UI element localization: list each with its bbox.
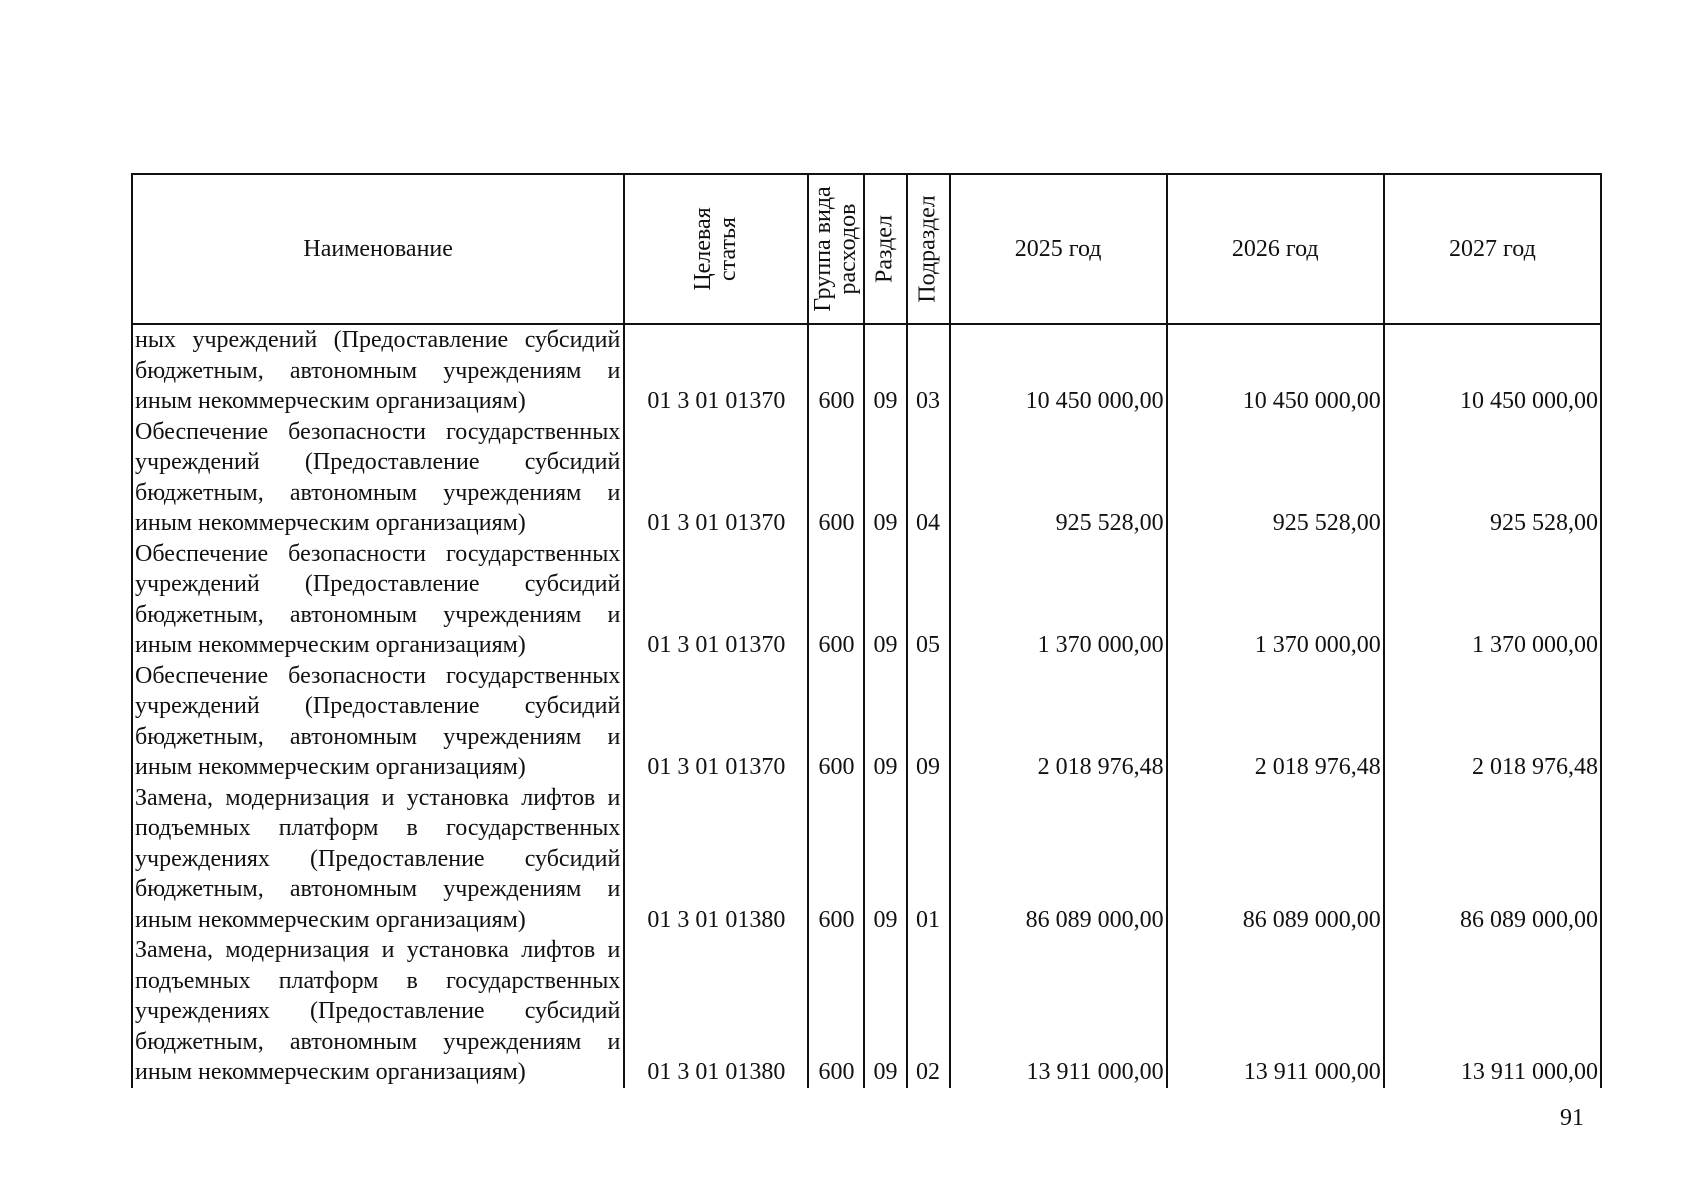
- header-subsection: [907, 174, 950, 324]
- row-y2026: 86 089 000,00: [1167, 783, 1384, 936]
- table-row: [132, 324, 1601, 417]
- row-name: Обеспечение безопасности государственных учреждений (Предоставление субсидий бюджетным, автономным учреждениям и иным некоммерческим организациям): [132, 661, 624, 783]
- row-name: Обеспечение безопасности государственных учреждений (Предоставление субсидий бюджетным, автономным учреждениям и иным некоммерческим организациям): [132, 539, 624, 661]
- row-y2026: 925 528,00: [1167, 417, 1384, 539]
- header-year-2027: 2027 год: [1384, 174, 1601, 324]
- table-row: [132, 783, 1601, 936]
- header-code: [624, 174, 808, 324]
- row-subsection: 03: [907, 324, 950, 417]
- row-subsection: 04: [907, 417, 950, 539]
- row-y2025: 10 450 000,00: [950, 324, 1167, 417]
- row-group: 600: [808, 783, 864, 936]
- row-subsection: 05: [907, 539, 950, 661]
- header-code-label: Целевая статья: [690, 207, 742, 291]
- page-number: 91: [1560, 1105, 1584, 1131]
- row-name: ных учреждений (Предоставление субсидий бюджетным, автономным учреждениям и иным некоммерческим организациям): [132, 324, 624, 417]
- row-y2027: 1 370 000,00: [1384, 539, 1601, 661]
- row-subsection: 02: [907, 935, 950, 1088]
- row-y2027: 925 528,00: [1384, 417, 1601, 539]
- row-code: 01 3 01 01370: [624, 417, 808, 539]
- table-row: [132, 935, 1601, 1088]
- row-y2026: 2 018 976,48: [1167, 661, 1384, 783]
- row-code: 01 3 01 01370: [624, 324, 808, 417]
- row-y2026: 1 370 000,00: [1167, 539, 1384, 661]
- header-name: Наименование: [132, 174, 624, 324]
- header-subsection-label: Подраздел: [914, 195, 941, 303]
- row-group: 600: [808, 417, 864, 539]
- row-y2027: 10 450 000,00: [1384, 324, 1601, 417]
- table-row: [132, 417, 1601, 539]
- row-y2026: 10 450 000,00: [1167, 324, 1384, 417]
- table-row: [132, 661, 1601, 783]
- row-y2027: 13 911 000,00: [1384, 935, 1601, 1088]
- header-section-label: Раздел: [871, 215, 898, 283]
- row-section: 09: [864, 417, 906, 539]
- header-section: [864, 174, 906, 324]
- row-code: 01 3 01 01370: [624, 539, 808, 661]
- header-year-2026: 2026 год: [1167, 174, 1384, 324]
- row-code: 01 3 01 01380: [624, 783, 808, 936]
- row-group: 600: [808, 324, 864, 417]
- row-y2025: 86 089 000,00: [950, 783, 1167, 936]
- row-section: 09: [864, 324, 906, 417]
- row-y2027: 86 089 000,00: [1384, 783, 1601, 936]
- row-section: 09: [864, 935, 906, 1088]
- row-y2025: 1 370 000,00: [950, 539, 1167, 661]
- header-row: [132, 174, 1601, 324]
- row-section: 09: [864, 661, 906, 783]
- row-y2025: 2 018 976,48: [950, 661, 1167, 783]
- row-subsection: 01: [907, 783, 950, 936]
- row-y2027: 2 018 976,48: [1384, 661, 1601, 783]
- row-name: Замена, модернизация и установка лифтов и подъемных платформ в государственных учреждениях (Предоставление субсидий бюджетным, автономным учреждениям и иным некоммерческим организациям): [132, 935, 624, 1088]
- row-code: 01 3 01 01380: [624, 935, 808, 1088]
- header-year-2025: 2025 год: [950, 174, 1167, 324]
- row-group: 600: [808, 539, 864, 661]
- table-body: [132, 324, 1601, 1088]
- row-y2025: 13 911 000,00: [950, 935, 1167, 1088]
- row-name: Обеспечение безопасности государственных учреждений (Предоставление субсидий бюджетным, автономным учреждениям и иным некоммерческим организациям): [132, 417, 624, 539]
- header-group-label: Группа вида расходов: [810, 186, 862, 312]
- row-group: 600: [808, 661, 864, 783]
- table-header: [132, 174, 1601, 324]
- row-y2026: 13 911 000,00: [1167, 935, 1384, 1088]
- row-group: 600: [808, 935, 864, 1088]
- row-section: 09: [864, 783, 906, 936]
- row-subsection: 09: [907, 661, 950, 783]
- table-row: [132, 539, 1601, 661]
- row-name: Замена, модернизация и установка лифтов и подъемных платформ в государственных учреждениях (Предоставление субсидий бюджетным, автономным учреждениям и иным некоммерческим организациям): [132, 783, 624, 936]
- row-code: 01 3 01 01370: [624, 661, 808, 783]
- header-group: [808, 174, 864, 324]
- row-y2025: 925 528,00: [950, 417, 1167, 539]
- budget-table: [131, 173, 1602, 1088]
- row-section: 09: [864, 539, 906, 661]
